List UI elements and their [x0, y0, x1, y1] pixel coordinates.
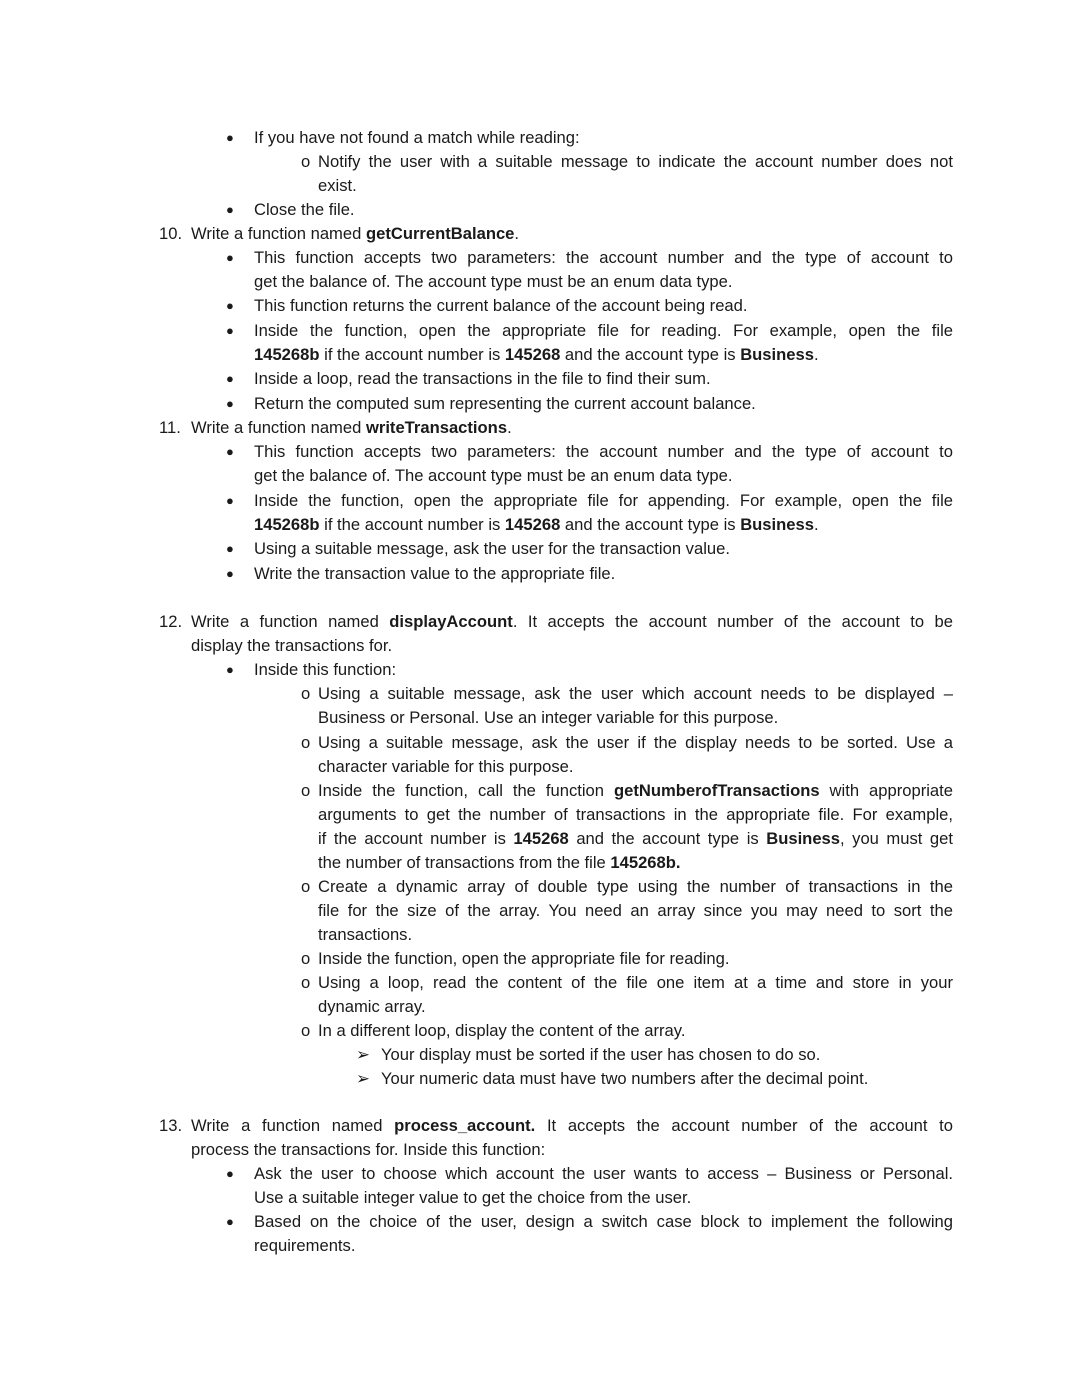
- bullet-icon: ●: [226, 541, 234, 556]
- text-line: character variable for this purpose.: [318, 757, 574, 776]
- circle-bullet-icon: o: [301, 733, 311, 752]
- text-line: dynamic array.: [318, 997, 426, 1016]
- text-line: Inside the function, open the appropriate file for reading.: [318, 949, 730, 968]
- text-line: Create a dynamic array of double type using the number of transactions in the: [318, 877, 953, 896]
- text-line: display the transactions for.: [191, 636, 393, 655]
- item-number: 10.: [159, 224, 183, 243]
- arrow-bullet-icon: ➢: [356, 1045, 370, 1064]
- text-line: 145268b if the account number is 145268 and the account type is Business.: [254, 515, 819, 534]
- text-line: If you have not found a match while reading:: [254, 128, 580, 147]
- text-line: This function returns the current balance of the account being read.: [254, 296, 748, 315]
- text-line: Write a function named displayAccount. It accepts the account number of the account to be: [191, 612, 953, 631]
- circle-bullet-icon: o: [301, 949, 311, 968]
- text-line: if the account number is 145268 and the account type is Business, you must get: [318, 829, 953, 848]
- bullet-icon: ●: [226, 250, 234, 265]
- text-line: Using a suitable message, ask the user which account needs to be displayed –: [318, 684, 953, 703]
- bullet-icon: ●: [226, 396, 234, 411]
- text-line: This function accepts two parameters: the account number and the type of account to: [254, 248, 953, 267]
- text-line: Using a loop, read the content of the file one item at a time and store in your: [318, 973, 953, 992]
- text-line: Using a suitable message, ask the user if the display needs to be sorted. Use a: [318, 733, 953, 752]
- text-line: Using a suitable message, ask the user for the transaction value.: [254, 539, 730, 558]
- text-line: Your display must be sorted if the user has chosen to do so.: [381, 1045, 821, 1064]
- text-line: Based on the choice of the user, design a switch case block to implement the following: [254, 1212, 953, 1231]
- text-line: Write the transaction value to the appropriate file.: [254, 564, 616, 583]
- bullet-icon: ●: [226, 1214, 234, 1229]
- circle-bullet-icon: o: [301, 877, 311, 896]
- circle-bullet-icon: o: [301, 684, 311, 703]
- text-line: Inside a loop, read the transactions in the file to find their sum.: [254, 369, 711, 388]
- text-line: transactions.: [318, 925, 413, 944]
- bullet-icon: ●: [226, 662, 234, 677]
- item-number: 13.: [159, 1116, 183, 1135]
- text-line: Inside the function, call the function getNumberofTransactions with appropriate: [318, 781, 953, 800]
- text-line: Inside the function, open the appropriate file for reading. For example, open the file: [254, 321, 953, 340]
- text-line: Inside this function:: [254, 660, 397, 679]
- circle-bullet-icon: o: [301, 973, 311, 992]
- bullet-icon: ●: [226, 298, 234, 313]
- text-line: Write a function named getCurrentBalance.: [191, 224, 520, 243]
- text-line: the number of transactions from the file 145268b.: [318, 853, 681, 872]
- text-line: Business or Personal. Use an integer variable for this purpose.: [318, 708, 779, 727]
- text-line: Ask the user to choose which account the user wants to access – Business or Personal.: [254, 1164, 953, 1183]
- text-line: get the balance of. The account type must be an enum data type.: [254, 466, 733, 485]
- text-line: Write a function named process_account. It accepts the account number of the account to: [191, 1116, 953, 1135]
- text-line: This function accepts two parameters: the account number and the type of account to: [254, 442, 953, 461]
- bullet-icon: ●: [226, 566, 234, 581]
- item-number: 11.: [159, 418, 181, 437]
- text-line: process the transactions for. Inside this function:: [191, 1140, 546, 1159]
- circle-bullet-icon: o: [301, 781, 311, 800]
- text-line: Notify the user with a suitable message to indicate the account number does not: [318, 152, 953, 171]
- circle-bullet-icon: o: [301, 1021, 311, 1040]
- bullet-icon: ●: [226, 444, 234, 459]
- bullet-icon: ●: [226, 1166, 234, 1181]
- text-line: Close the file.: [254, 200, 355, 219]
- circle-bullet-icon: o: [301, 152, 311, 171]
- text-line: requirements.: [254, 1236, 356, 1255]
- text-line: Your numeric data must have two numbers after the decimal point.: [381, 1069, 869, 1088]
- text-line: exist.: [318, 176, 357, 195]
- bullet-icon: ●: [226, 371, 234, 386]
- arrow-bullet-icon: ➢: [356, 1069, 370, 1088]
- text-line: Inside the function, open the appropriate file for appending. For example, open the file: [254, 491, 953, 510]
- bullet-icon: ●: [226, 202, 234, 217]
- text-line: Write a function named writeTransactions.: [191, 418, 512, 437]
- text-line: get the balance of. The account type must be an enum data type.: [254, 272, 733, 291]
- text-line: arguments to get the number of transactions in the appropriate file. For example,: [318, 805, 953, 824]
- bullet-icon: ●: [226, 130, 234, 145]
- text-line: 145268b if the account number is 145268 and the account type is Business.: [254, 345, 819, 364]
- bullet-icon: ●: [226, 323, 234, 338]
- text-line: file for the size of the array. You need an array since you may need to sort the: [318, 901, 953, 920]
- item-number: 12.: [159, 612, 183, 631]
- text-line: Return the computed sum representing the current account balance.: [254, 394, 756, 413]
- bullet-icon: ●: [226, 493, 234, 508]
- text-line: In a different loop, display the content of the array.: [318, 1021, 686, 1040]
- text-line: Use a suitable integer value to get the choice from the user.: [254, 1188, 692, 1207]
